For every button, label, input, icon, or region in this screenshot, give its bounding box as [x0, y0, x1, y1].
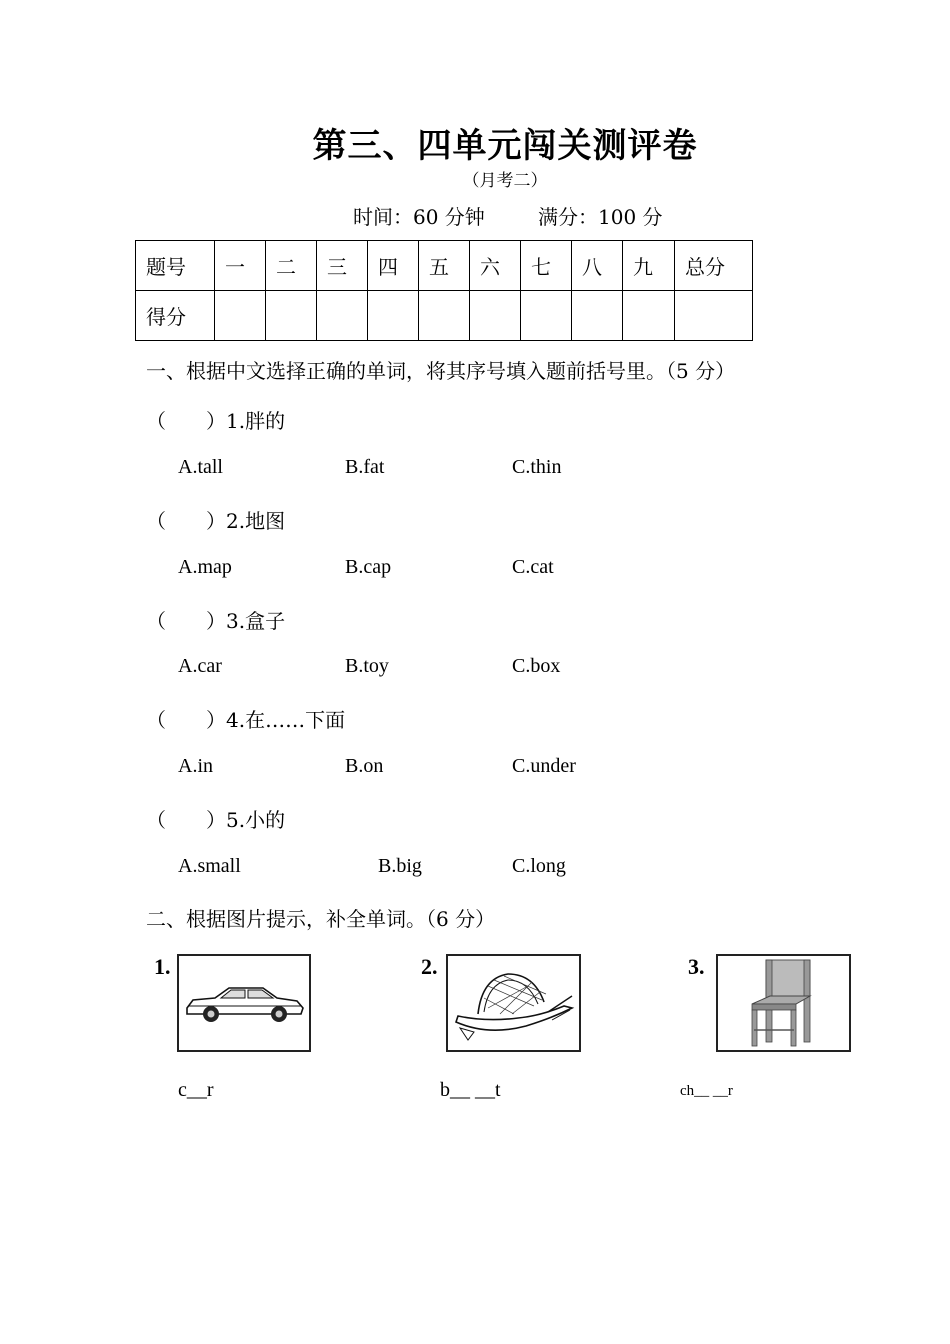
chair-picture [716, 954, 851, 1052]
question-prompt: （ ）3.盒子 [146, 609, 286, 633]
question-prompt: （ ）1.胖的 [146, 409, 286, 433]
full-score: 满分：100 分 [538, 205, 663, 229]
option-b: B.cap [345, 556, 392, 578]
score-input-cell[interactable] [215, 291, 266, 341]
question-prompt: （ ）5.小的 [146, 808, 286, 832]
table-cell: 题号 [136, 241, 215, 291]
option-a: A.tall [178, 456, 223, 478]
option-a: A.map [178, 556, 232, 578]
page-subtitle: （月考二） [462, 171, 548, 191]
table-cell: 二 [266, 241, 317, 291]
section1-heading: 一、根据中文选择正确的单词，将其序号填入题前括号里。（5 分） [146, 359, 736, 383]
score-input-cell[interactable] [368, 291, 419, 341]
picture-number: 1. [154, 954, 171, 979]
table-cell: 七 [521, 241, 572, 291]
table-cell: 四 [368, 241, 419, 291]
option-b: B.fat [345, 456, 385, 478]
score-table [135, 240, 753, 341]
score-table-score-row [136, 291, 753, 341]
score-input-cell[interactable] [317, 291, 368, 341]
question-prompt: （ ）4.在……下面 [146, 708, 346, 732]
option-c: C.thin [512, 456, 562, 478]
option-a: A.car [178, 655, 222, 677]
option-c: C.box [512, 655, 561, 677]
boat-icon [448, 956, 579, 1050]
table-cell: 八 [572, 241, 623, 291]
chair-icon [718, 956, 849, 1050]
picture-number: 3. [688, 954, 705, 979]
car-icon [179, 956, 309, 1050]
score-input-cell[interactable] [623, 291, 675, 341]
score-table-header-row [136, 241, 753, 291]
table-cell: 六 [470, 241, 521, 291]
score-input-cell[interactable] [419, 291, 470, 341]
option-b: B.big [378, 855, 422, 877]
score-input-cell[interactable] [675, 291, 753, 341]
option-c: C.long [512, 855, 566, 877]
option-a: A.small [178, 855, 241, 877]
page-title: 第三、四单元闯关测评卷 [312, 126, 698, 166]
option-c: C.under [512, 755, 576, 777]
blank-word[interactable]: c__r [178, 1079, 214, 1101]
car-picture [177, 954, 311, 1052]
table-cell: 三 [317, 241, 368, 291]
picture-number: 2. [421, 954, 438, 979]
question-prompt: （ ）2.地图 [146, 509, 286, 533]
blank-word[interactable]: ch__ __r [680, 1083, 733, 1099]
table-cell: 总分 [675, 241, 753, 291]
table-cell: 一 [215, 241, 266, 291]
blank-word[interactable]: b__ __t [440, 1079, 501, 1101]
option-b: B.on [345, 755, 384, 777]
table-cell: 九 [623, 241, 675, 291]
time-limit: 时间：60 分钟 [353, 205, 485, 229]
score-input-cell[interactable] [572, 291, 623, 341]
score-input-cell[interactable] [266, 291, 317, 341]
option-c: C.cat [512, 556, 554, 578]
score-input-cell[interactable] [470, 291, 521, 341]
table-cell: 五 [419, 241, 470, 291]
boat-picture [446, 954, 581, 1052]
option-a: A.in [178, 755, 213, 777]
section2-heading: 二、根据图片提示，补全单词。（6 分） [146, 907, 496, 931]
score-input-cell[interactable] [521, 291, 572, 341]
option-b: B.toy [345, 655, 389, 677]
table-cell: 得分 [136, 291, 215, 341]
